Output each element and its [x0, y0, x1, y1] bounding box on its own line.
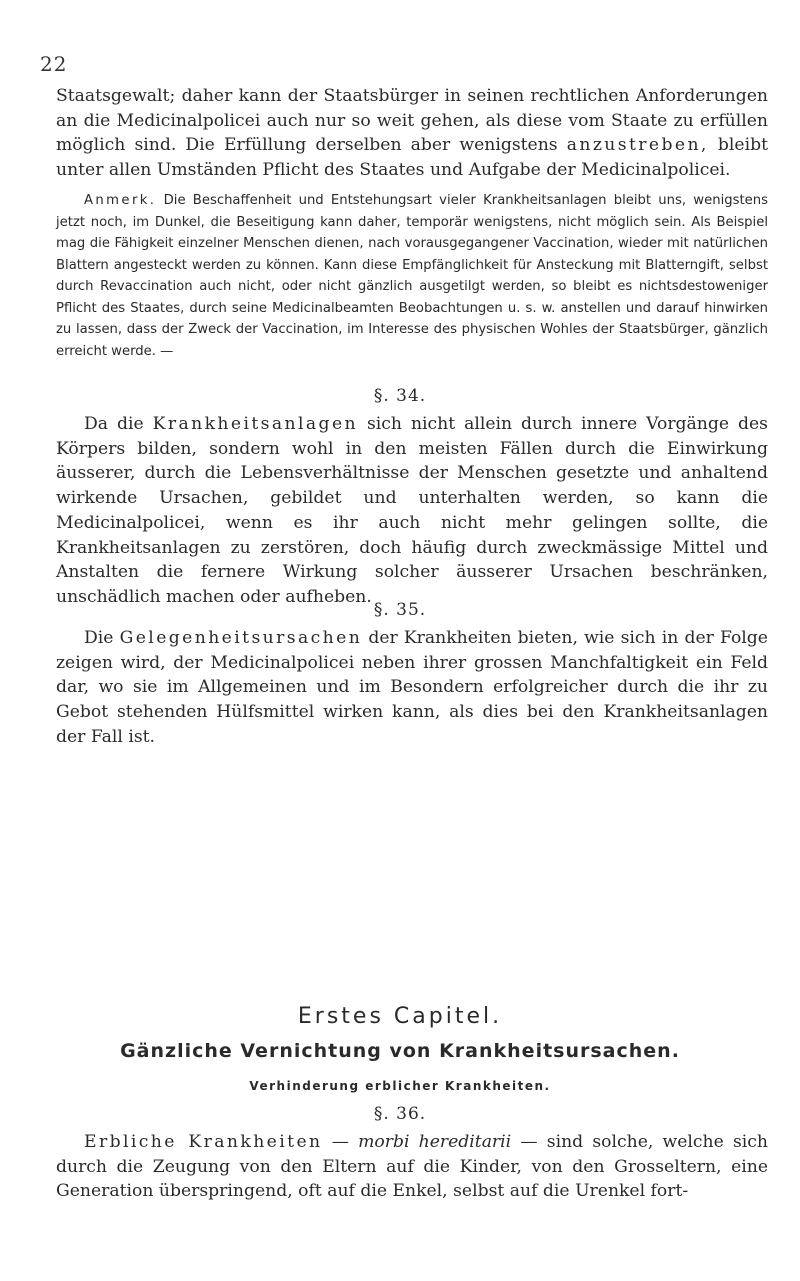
section-heading-36: §. 36. [373, 1104, 427, 1124]
para-36-dash: — [331, 1132, 349, 1152]
section-heading-35: §. 35. [373, 600, 427, 620]
para-35-start: Die [84, 628, 114, 648]
paragraph-34 [56, 412, 768, 610]
para-34-start: Da die [84, 414, 144, 434]
intro-paragraph [56, 84, 768, 183]
paragraph-35 [56, 626, 768, 750]
intro-emphasis: anzustreben, [566, 135, 709, 156]
page-number: 22 [40, 52, 68, 76]
para-35-emphasis: Gelegenheitsursachen [119, 628, 363, 648]
note-text: Die Beschaffenheit und Entstehungsart vieler Krankheitsanlagen bleibt uns, wenigstens jetzt noch, im Dunkel, die Beseitigung kann daher, temporär wenigstens, nicht möglich sein. Als Beispiel mag die Fähigkeit einzelner Menschen dienen, nach vorausgegangener Vaccination, wieder mit natürlichen Blattern angesteckt werden zu können. Kann diese Empfänglichkeit für Ansteckung mit Blatterngift, selbst durch Revaccination auch nicht, oder nicht gänzlich ausgetilgt werden, so bleibt es nichtsdestoweniger Pflicht des Staates, durch seine Medicinalbeamten Beobachtungen u. s. w. anstellen und darauf hinwirken zu lassen, dass der Zweck der Vaccination, im Interesse des physischen Wohles der Staatsbürger, gänzlich erreicht werde. — [56, 193, 768, 359]
chapter-subtitle: Gänzliche Vernichtung von Krankheitsursachen. [120, 1040, 680, 1062]
para-36-latin-term: morbi hereditarii [358, 1132, 512, 1152]
para-34-emphasis: Krankheitsanlagen [152, 414, 358, 434]
para-36-emphasis: Erbliche Krankheiten [84, 1132, 323, 1152]
para-35-text: der Krankheiten bieten, wie sich in der Folge zeigen wird, der Medicinalpolicei neben ihrer grossen Manchfaltigkeit ein Feld dar, wo sie im Allgemeinen und im Besondern erfolgreicher durch die ihr zu Gebot stehenden Hülfsmittel wirken kann, als dies bei den Krankheitsanlagen der Fall ist. [56, 628, 768, 747]
section-heading-34: §. 34. [373, 386, 427, 406]
chapter-subheading: Verhinderung erblicher Krankheiten. [249, 1079, 551, 1093]
para-36-text: — sind solche, welche sich durch die Zeugung von den Eltern auf die Kinder, von den Grosseltern, eine Generation überspringend, oft auf die Enkel, selbst auf die Urenkel fort- [56, 1132, 768, 1202]
para-34-text: sich nicht allein durch innere Vorgänge des Körpers bilden, sondern wohl in den meisten Fällen durch die Einwirkung äusserer, durch die Lebensverhältnisse der Menschen gesetzte und anhaltend wirkende Ursachen, gebildet und unterhalten werden, so kann die Medicinalpolicei, wenn es ihr auch nicht mehr gelingen sollte, die Krankheitsanlagen zu zerstören, doch häufig durch zweckmässige Mittel und Anstalten die fernere Wirkung solcher äusserer Ursachen beschränken, unschädlich machen oder aufheben. [56, 414, 768, 607]
annotation-note [56, 190, 768, 362]
note-label: Anmerk. [84, 193, 157, 208]
chapter-title: Erstes Capitel. [297, 1004, 503, 1029]
intro-text: Staatsgewalt; daher kann der Staatsbürger in seinen rechtlichen Anforderungen an die Medicinalpolicei auch nur so weit gehen, als diese vom Staate zu erfüllen möglich sind. Die Erfüllung derselben aber wenigstens [56, 86, 768, 156]
paragraph-36 [56, 1130, 768, 1204]
intro-text-end: bleibt unter allen Umständen Pflicht des Staates und Aufgabe der Medicinalpolicei. [56, 135, 768, 181]
